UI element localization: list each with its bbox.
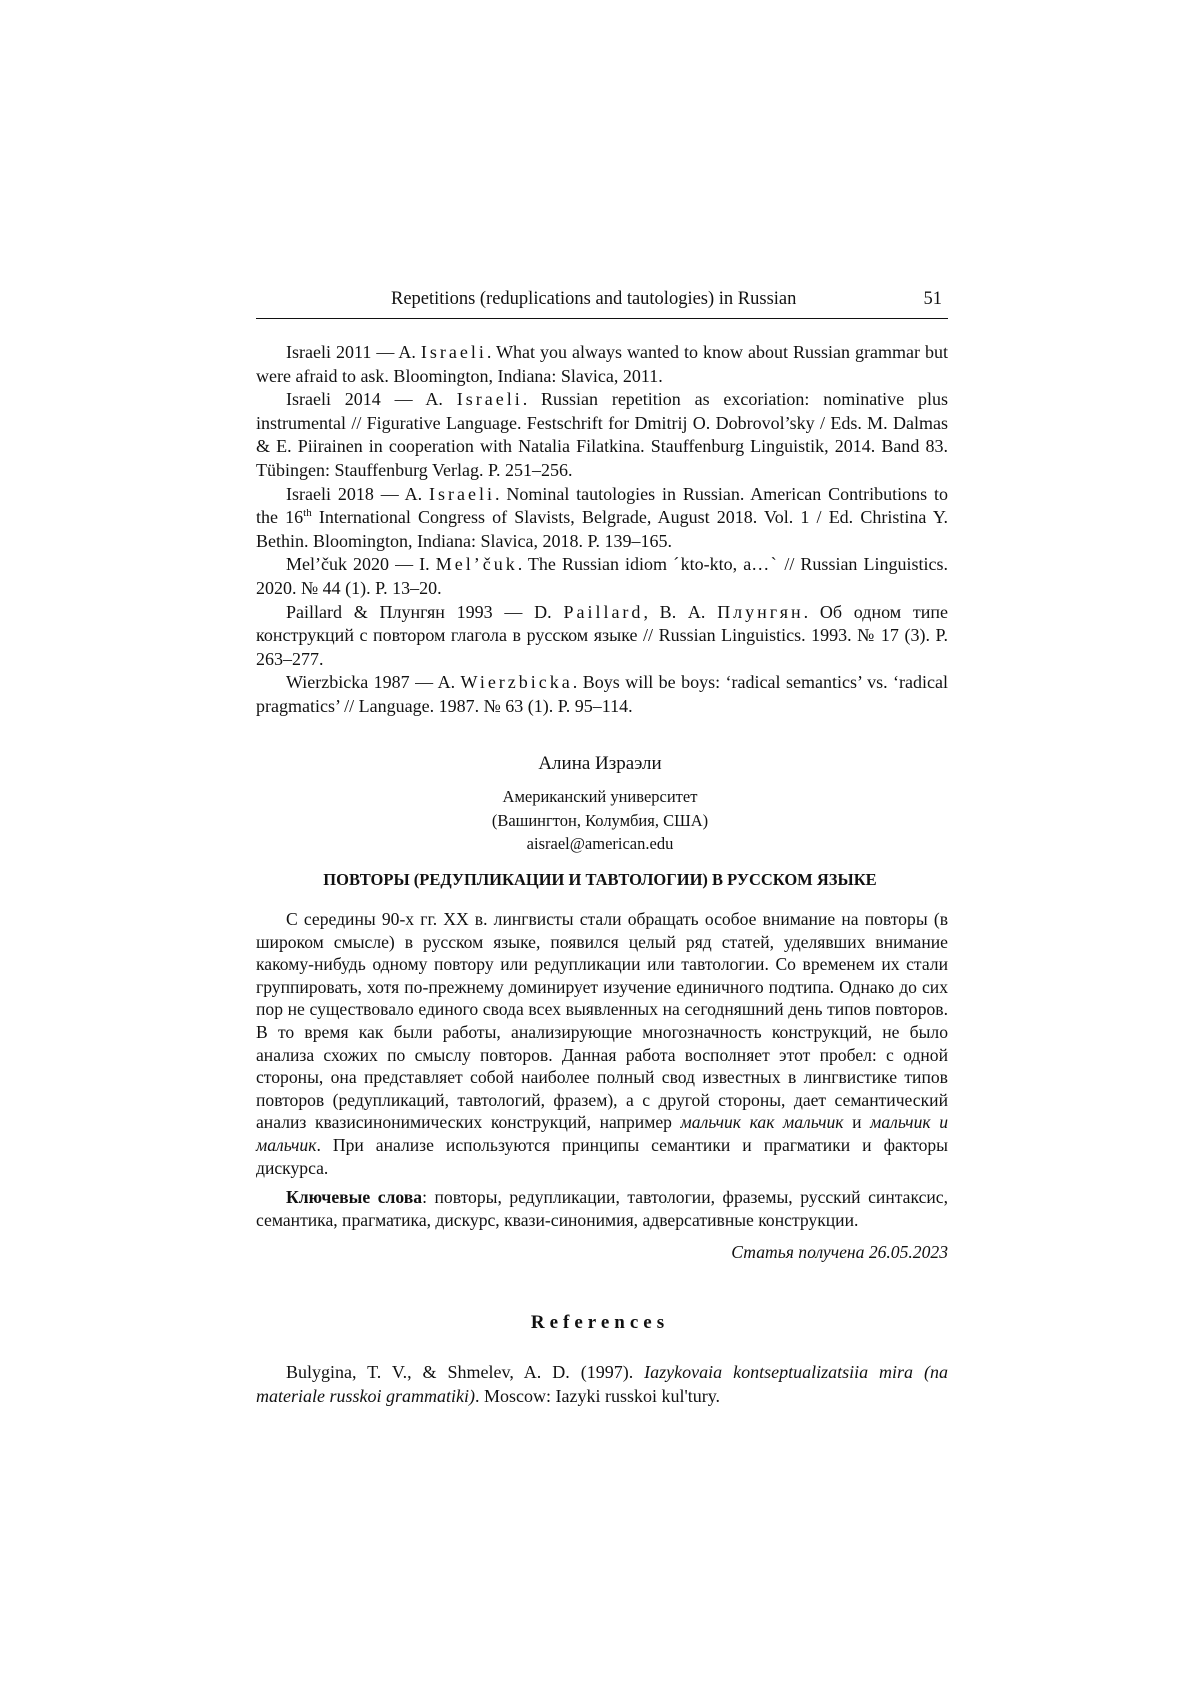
bib-entry: Paillard & Плунгян 1993 — D. Paillard, В. А. Плунгян. Об одном типе конструкций с повтором глагола в русском языке // Russian Linguistics. 1993. № 17 (3). P. 263–277.: [256, 601, 948, 669]
running-header: [256, 287, 948, 319]
keywords: [256, 1186, 948, 1231]
article-title: ПОВТОРЫ (РЕДУПЛИКАЦИИ И ТАВТОЛОГИИ) В РУССКОМ ЯЗЫКЕ: [323, 870, 877, 889]
abstract: [256, 908, 948, 1179]
references-heading: References: [530, 1312, 670, 1333]
reference-entry: Bulygina, T. V., & Shmelev, A. D. (1997). Iazykovaia kontseptualizatsiia mira (na materiale russkoi grammatiki). Moscow: Iazyki russkoi kul'tury.: [256, 1362, 948, 1406]
references-list: [256, 1360, 948, 1408]
abstract-paragraph: С середины 90-х гг. XX в. лингвисты стали обращать особое внимание на повторы (в широком смысле) в русском языке, появился целый ряд статей, уделявших внимание какому-нибудь одному повтору или редупликации или тавтологии. Со временем их стали группировать, хотя по-прежнему доминирует изучение единичного подтипа. Однако до сих пор не существовало единого свода всех выявленных на сегодняшний день типов повторов. В то время как были работы, анализирующие многозначность конструкций, не было анализа схожих по смыслу повторов. Данная работа восполняет этот пробел: с одной стороны, она представляет собой наиболее полный свод известных в лингвистике типов повторов (редупликаций, тавтологий, фразем), а с другой стороны, дает семантический анализ квазисинонимических конструкций, например мальчик как мальчик и мальчик и мальчик. При анализе используются принципы семантики и прагматики и факторы дискурса.: [256, 909, 948, 1178]
bibliography: [256, 341, 948, 719]
bib-entry: Mel’čuk 2020 — I. Mel’čuk. The Russian idiom ˊkto-kto, a…ˋ // Russian Linguistics. 2020. № 44 (1). P. 13–20.: [256, 554, 948, 598]
keywords-paragraph: Ключевые слова: повторы, редупликации, тавтологии, фраземы, русский синтаксис, семантика, прагматика, дискурс, квази-синонимия, адверсативные конструкции.: [256, 1187, 948, 1230]
affiliation: Американский университет: [502, 787, 698, 806]
affiliation-location: (Вашингтон, Колумбия, США): [491, 810, 709, 830]
author-affiliation-block: [0, 785, 1200, 856]
author-name: Алина Израэли: [538, 753, 662, 774]
bib-entry: Israeli 2011 — A. Israeli. What you always wanted to know about Russian grammar but were afraid to ask. Bloomington, Indiana: Slavica, 2011.: [256, 342, 948, 386]
running-title: Repetitions (reduplications and tautologies) in Russian: [391, 289, 797, 309]
author-email: aisrael@american.edu: [526, 834, 674, 853]
page-number: 51: [923, 289, 942, 309]
received-date: Статья получена 26.05.2023: [731, 1242, 948, 1262]
bib-entry: Wierzbicka 1987 — A. Wierzbicka. Boys will be boys: ‘radical semantics’ vs. ‘radical pragmatics’ // Language. 1987. № 63 (1). P. 95–114.: [256, 672, 948, 716]
bib-entry: Israeli 2018 — A. Israeli. Nominal tautologies in Russian. American Contributions to the 16th International Congress of Slavists, Belgrade, August 2018. Vol. 1 / Ed. Christina Y. Bethin. Bloomington, Indiana: Slavica, 2018. P. 139–165.: [256, 483, 949, 551]
keywords-label: Ключевые слова: [286, 1187, 423, 1207]
bib-entry: Israeli 2014 — A. Israeli. Russian repetition as excoriation: nominative plus instrumental // Figurative Language. Festschrift for Dmitrij O. Dobrovol’sky / Eds. M. Dalmas & E. Piirainen in cooperation with Natalia Filatkina. Stauffenburg Linguistik, 2014. Band 83. Tübingen: Stauffenburg Verlag. P. 251–256.: [256, 389, 948, 480]
